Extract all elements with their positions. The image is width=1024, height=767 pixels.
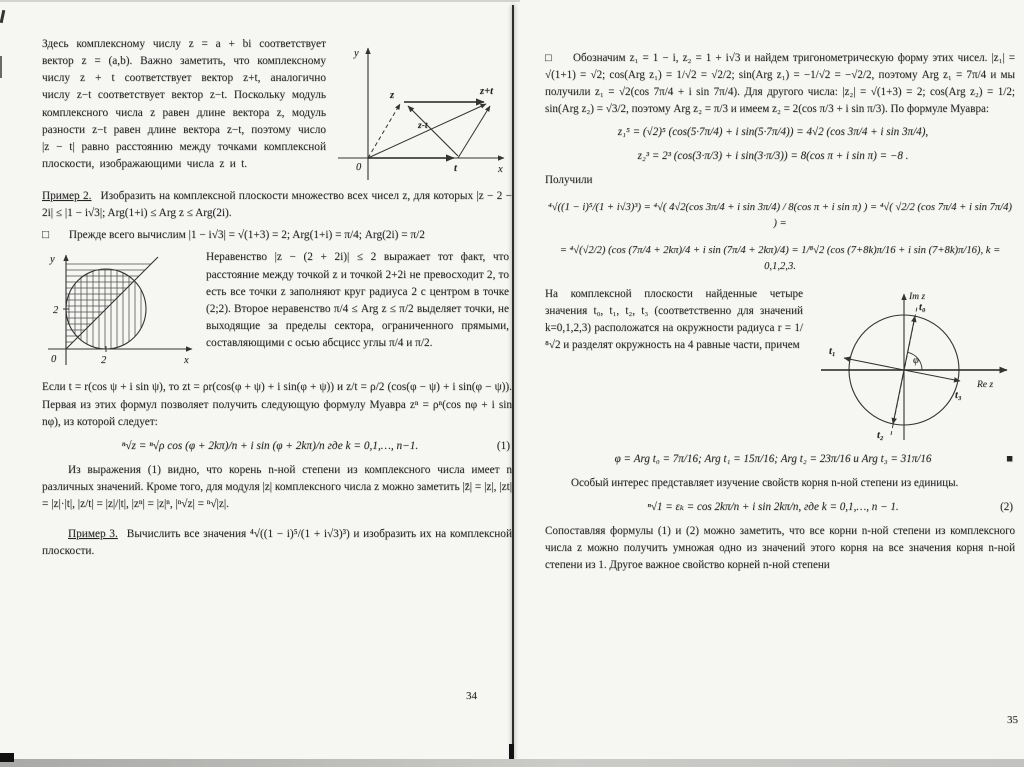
solution-start-square: □ — [545, 52, 553, 64]
radius-t3 — [904, 370, 960, 381]
equation-root-step2 — [545, 243, 1015, 275]
formula-2: ⁿ√1 = εₖ = cos 2kπ/n + i sin 2kπ/n, где k = 0,1,…, n − 1. — [647, 501, 899, 514]
book-spine-shadow — [512, 5, 514, 761]
label-t0: t₀ — [919, 302, 926, 314]
origin-label: 0 — [356, 162, 362, 173]
axis-label-x: x — [184, 355, 189, 367]
intro-row — [42, 36, 512, 188]
tick-label-x2: 2 — [101, 355, 107, 367]
formula-1: ⁿ√z = ⁿ√ρ cos (φ + 2kπ)/n + i sin (φ + 2kπ)/n где k = 0,1,…, n−1. — [121, 439, 419, 452]
page-number-35: 35 — [1007, 714, 1018, 726]
axis-label-re: Re z — [977, 380, 994, 391]
formula-1-number: (1) — [496, 439, 510, 452]
equation-text: ⁴√((1 − i)⁵/(1 + i√3)³) = ⁴√( 4√2(cos 3π/4 + i sin 3π/4) / 8(cos π + i sin π) ) = ⁴√( √2/2 (cos 7π/4 + i sin 7π/4) ) = — [548, 202, 1012, 230]
paragraph-inequality: Неравенство |z − (2 + 2i)| ≤ 2 выражает тот факт, что расстояние между точкой z и точкой 2+2i не превосходит 2, то есть все точки z заполняют круг радиуса 2 с центром в точке (2;2). Второе неравенство π/4 ≤ Arg z ≤ π/2 выделяет точки, не выходящие за пределы сектора, ограниченного прямыми, составляющими с осью абсцисс углы π/4 и π/2. — [206, 251, 509, 350]
equation-text: φ = Arg t₀ = 7π/16; Arg t₁ = 15π/16; Arg t₂ = 23π/16 и Arg t₃ = 31π/16 — [614, 453, 932, 466]
equation-text: = ⁴√(√2/2) (cos (7π/4 + 2kπ)/4 + i sin (7π/4 + 2kπ)/4) = 1/⁸√2 (cos (7+8k)π/16 + i sin (7+8k)π/16), k = 0,1,2,3. — [559, 245, 1001, 273]
scan-artifact-mark — [0, 56, 2, 78]
label-t2: t₂ — [877, 430, 884, 442]
label-t3: t₃ — [955, 390, 962, 402]
point-label-t: t — [454, 163, 457, 174]
formula-2-number: (2) — [1000, 501, 1013, 514]
solution-2-text: Прежде всего вычислим |1 − i√3| = √(1+3) = 2; Arg(1+i) = π/4; Arg(2i) = π/2 — [68, 229, 425, 242]
vector-z-plus-t — [368, 104, 486, 158]
figure-unit-circle-roots — [809, 286, 1014, 444]
parallelogram-side — [458, 106, 490, 158]
solution-3-start — [545, 50, 1015, 117]
paragraph-n-roots: Из выражения (1) видно, что корень n-ной степени из комплексного числа имеет n различных значений. Кроме того, для модуля |z| комплексного числа z можно заметить |z̄| = |z|, |zt| = |z|·|t|, |z/t| = |z|/|t|, |zⁿ| = |z|ⁿ, |ⁿ√z| = ⁿ√|z|. — [42, 464, 512, 511]
page-left — [42, 36, 512, 702]
figure-hatched-region — [42, 249, 200, 371]
radius-t1 — [844, 358, 904, 370]
circle-row — [545, 286, 1015, 444]
tick-label-y2: 2 — [53, 305, 59, 317]
equation-z1-power5 — [545, 124, 1001, 141]
paragraph-vectors-intro: Здесь комплексному числу z = a + bi соответствует вектор z = (a,b). Важно заметить, что комплексному числу z + t соответствует вектор z+t, аналогично числу z−t соответствует вектор z−t. Поскольку модуль комплексного числа z равен длине вектора z, модуль разности z−t равен длине вектора z−t, поэтому число |z − t| равно расстоянию между точками комплексной плоскости, изображающими числа z и t. — [42, 38, 326, 171]
equation-text: z₁⁵ = (√2)⁵ (cos(5·7π/4) + i sin(5·7π/4)) = 4√2 (cos 3π/4 + i sin 3π/4), — [617, 126, 929, 139]
point-label-z: z — [390, 90, 395, 101]
label-z-minus-t: z-t — [418, 121, 428, 131]
scan-artifact-mark — [0, 10, 5, 23]
point-label-z-plus-t: z+t — [480, 86, 493, 97]
axis-label-x: x — [498, 164, 503, 175]
paragraph-comparison: Сопоставляя формулы (1) и (2) можно заметить, что все корни n-ной степени из комплексного числа z можно получить умножая одно из значений этого корня на все значения корня n-ной степени из 1. Другое важное свойство корней n-ной степени — [545, 524, 1015, 571]
solution-end-square: ■ — [1006, 453, 1013, 466]
scan-artifact-bottom-edge — [0, 759, 1024, 767]
example-2 — [42, 188, 512, 222]
formula-2-line — [545, 499, 1013, 516]
axis-label-y: y — [354, 48, 359, 59]
example-2-text: Изобразить на комплексной плоскости множество всех чисел z, для которых |z − 2 − 2i| ≤ |1 − i√3|; Arg(1+i) ≤ Arg z ≤ Arg(2i). — [42, 190, 512, 220]
axis-label-im: Im z — [909, 292, 926, 303]
solution-2-start — [42, 227, 512, 244]
paragraph-moivre: Если t = r(cos ψ + i sin ψ), то zt = ρr(cos(φ + ψ) + i sin(φ + ψ)) и z/t = ρ/2 (cos(φ − ψ) + i sin(φ − ψ)). Первая из этих формул позволяет получить следующую формулу Муавра zⁿ = ρⁿ(cos nφ + i sin nφ), из которой следует: — [42, 381, 512, 428]
equation-root-step1 — [545, 200, 1015, 232]
label-t1: t₁ — [829, 346, 836, 358]
radius-t2 — [893, 370, 904, 424]
solution-3-text: Обозначим z₁ = 1 − i, z₂ = 1 + i√3 и найдем тригонометрическую форму этих чисел. |z₁| = √(1+1) = √2; cos(Arg z₁) = 1/√2 = √2/2; sin(Arg z₁) = −1/√2 = −√2/2, поэтому Arg z₁ = 7π/4 и мы получили z₁ = √2(cos 7π/4 + i sin 7π/4). Для другого числа: |z₂| = √(1+3) = 2; cos(Arg z₂) = 1/2; sin(Arg z₂) = √3/2, поэтому Arg z₂ = π/3 и имеем z₂ = 2(cos π/3 + i sin π/3). По формуле Муавра: — [545, 52, 1015, 115]
example-3-text: Вычислить все значения ⁴√((1 − i)⁵/(1 + i√3)³) и изобразить их на комплексной плоскости. — [42, 527, 512, 557]
origin-label: 0 — [51, 354, 57, 366]
vector-z-minus-t — [408, 106, 458, 156]
page-number-34: 34 — [466, 690, 477, 702]
paragraph-four-values: На комплексной плоскости найденные четыре значения t₀, t₁, t₂, t₃ (соответственно для значений k=0,1,2,3) расположатся на окружности радиуса r = 1/⁸√2 и разделят окружность на 4 равные части, причем — [545, 288, 803, 351]
example-3-heading: Пример 3. — [68, 527, 118, 540]
region-row — [42, 249, 512, 371]
page-right — [545, 50, 1018, 726]
angle-label-phi: φ — [913, 355, 919, 367]
solution-start-square: □ — [42, 229, 49, 242]
equation-text: z₂³ = 2³ (cos(3·π/3) + i sin(3·π/3)) = 8(cos π + i sin π) = −8 . — [637, 150, 909, 163]
scan-artifact-top-edge — [0, 0, 520, 2]
paragraph-unity-roots: Особый интерес представляет изучение свойств корня n-ной степени из единицы. — [571, 477, 959, 490]
scan-artifact-mark — [0, 753, 14, 762]
equation-arguments — [545, 451, 1013, 468]
vector-z — [368, 104, 400, 158]
formula-1-line — [42, 438, 510, 455]
example-2-heading: Пример 2. — [42, 190, 92, 202]
figure-vector-parallelogram — [332, 36, 512, 188]
equation-z2-power3 — [545, 148, 1001, 165]
axis-label-y: y — [50, 254, 55, 266]
example-3 — [42, 526, 512, 560]
got-label: Получили — [545, 174, 593, 187]
